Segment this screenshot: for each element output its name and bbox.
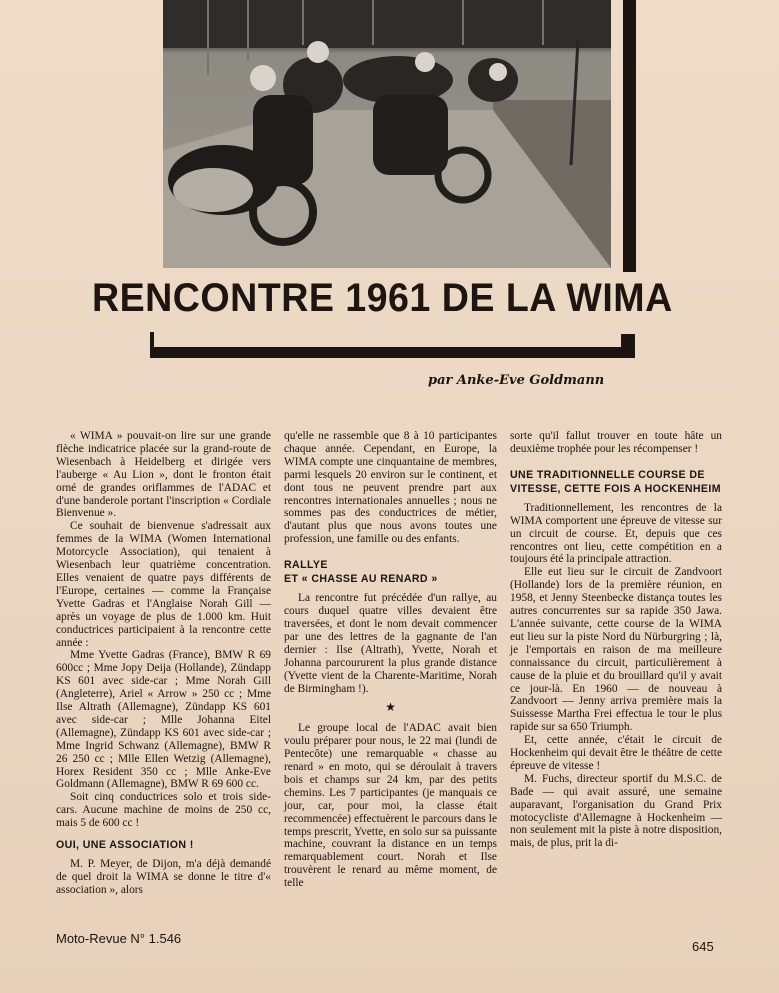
paragraph: M. P. Meyer, de Dijon, m'a déjà demandé de quel droit la WIMA se donne le titre d'« association », alors xyxy=(56,858,271,896)
page-number: 645 xyxy=(692,939,714,954)
column-1 xyxy=(56,430,271,897)
section-heading: RALLYE xyxy=(284,559,328,572)
footer-magazine-issue: Moto-Revue N° 1.546 xyxy=(56,931,182,946)
section-heading: UNE TRADITIONNELLE COURSE DE VITESSE, CETTE FOIS A HOCKENHEIM xyxy=(510,468,721,495)
frame-bar-horizontal xyxy=(150,347,635,358)
article-title: RENCONTRE 1961 DE LA WIMA xyxy=(92,276,673,320)
column-3 xyxy=(510,430,722,850)
frame-bar-vertical xyxy=(623,0,636,272)
section-heading: ET « CHASSE AU RENARD » xyxy=(284,573,438,586)
section-heading: OUI, UNE ASSOCIATION ! xyxy=(56,839,194,852)
paragraph: « WIMA » pouvait-on lire sur une grande flèche indicatrice placée sur la grand-route de Wiesenbach à Heidelberg et dirigée vers l'auberge « Au Lion », dont le fronton était orné de grandes oriflammes de l'ADAC et d'une banderole portant l'inscription « Cordiale Bienvenue ». xyxy=(56,430,271,520)
column-2 xyxy=(284,430,497,890)
paragraph: Mme Yvette Gadras (France), BMW R 69 600cc ; Mme Jopy Deija (Hollande), Zündapp KS 601 avec side-car ; Mme Norah Gill (Angleterre), Ariel « Arrow » 250 cc ; Mme Ilse Altrath (Allemagne), Zündapp KS 601 avec side-car ; Mlle Johanna Eitel (Allemagne), Zündapp KS 601 avec side-car ; Mme Ingrid Schwanz (Allemagne), BMW R 26 250 cc ; Mlle Ellen Wetzig (Allemagne), Horex Resident 350 cc ; Mlle Anke-Eve Goldmann (Allemagne), BMW R 69 600 cc. xyxy=(56,649,271,791)
motorcycle-photo xyxy=(163,0,611,268)
paragraph: Le groupe local de l'ADAC avait bien voulu préparer pour nous, le 22 mai (lundi de Pentecôte) une remarquable « chasse au renard » en moto, qui se déroulait à travers bois et champs sur 24 km, par des petits chemins. Les 7 participantes (je manquais ce jour, car, pour moi, la classe était recommencée) effectuèrent le parcours dans le temps prescrit, Yvette, en solo sur sa puissante machine, couvrant la distance en un temps remarquablement court. Norah et Ilse trouvèrent le renard au même moment, de telle xyxy=(284,722,497,890)
byline: par Anke-Eve Goldmann xyxy=(428,373,605,388)
frame-bar-corner xyxy=(621,334,635,358)
paragraph: sorte qu'il fallut trouver en toute hâte un deuxième trophée pour les récompenser ! xyxy=(510,430,722,455)
paragraph: Elle eut lieu sur le circuit de Zandvoort (Hollande) lors de la première réunion, en 1958, et Jenny Steenbecke distança toutes les autres concurrentes sur sa rapide 350 Jawa. L'année suivante, cette course de la WIMA eut lieu sur la piste Nord du Nürburgring ; là, je l'emportais en raison de ma meilleure connaissance du circuit, particulièrement à cause de la pluie et du brouillard qu'il y avait ce jour-là. En 1960 — de nouveau à Zandvoort — Jenny arriva première mais la Suissesse Martha Frei effectua le tour le plus rapide sur sa 650 Triumph. xyxy=(510,566,722,734)
paragraph: Et, cette année, c'était le circuit de Hockenheim qui devait être le théâtre de cette épreuve de vitesse ! xyxy=(510,734,722,772)
star-separator: ★ xyxy=(385,700,396,715)
paragraph: Soit cinq conductrices solo et trois side-cars. Aucune machine de moins de 250 cc, mais 5 de 600 cc ! xyxy=(56,791,271,830)
paragraph: Traditionnellement, les rencontres de la WIMA comportent une épreuve de vitesse sur un circuit de course. Et, depuis que ces rencontres ont lieu, cette compétition en a toujours été la principale attraction. xyxy=(510,501,722,566)
paragraph: M. Fuchs, directeur sportif du M.S.C. de Bade — qui avait assuré, une semaine auparavant, l'organisation du Grand Prix motocycliste d'Allemagne à Hockenheim — non seulement mit la piste à notre disposition, mais, de plus, prit la di- xyxy=(510,772,722,850)
paragraph: Ce souhait de bienvenue s'adressait aux femmes de la WIMA (Women International Motorcycle Association), qui tenaient à Wiesenbach leur quatrième concentration. Elles venaient de quatre pays différents de l'Europe, certaines — comme la Française Yvette Gadras et l'Anglaise Norah Gill — après un voyage de plus de 1.000 km. Huit conductrices participaient à la rencontre cette année : xyxy=(56,520,271,649)
paragraph: La rencontre fut précédée d'un rallye, au cours duquel quatre villes devaient être traversées, et dont le nom devait commencer par une des lettres de la gagnante de l'an dernier : Ilse (Altrath), Yvette, Norah et Johanna parcoururent la plus grande distance (Yvette vient de la Charente-Maritime, Norah de Birmingham !). xyxy=(284,592,497,695)
paragraph: qu'elle ne rassemble que 8 à 10 participantes chaque année. Cependant, en Europe, la WIMA compte une cinquantaine de membres, parmi lesquels 20 environ sur le continent, et dont tous ne peuvent prendre part aux rencontres internationales annuelles ; nous ne sommes pas des conductrices de métier, d'autant plus que nous avons toutes une profession, une famille ou des enfants. xyxy=(284,430,497,546)
